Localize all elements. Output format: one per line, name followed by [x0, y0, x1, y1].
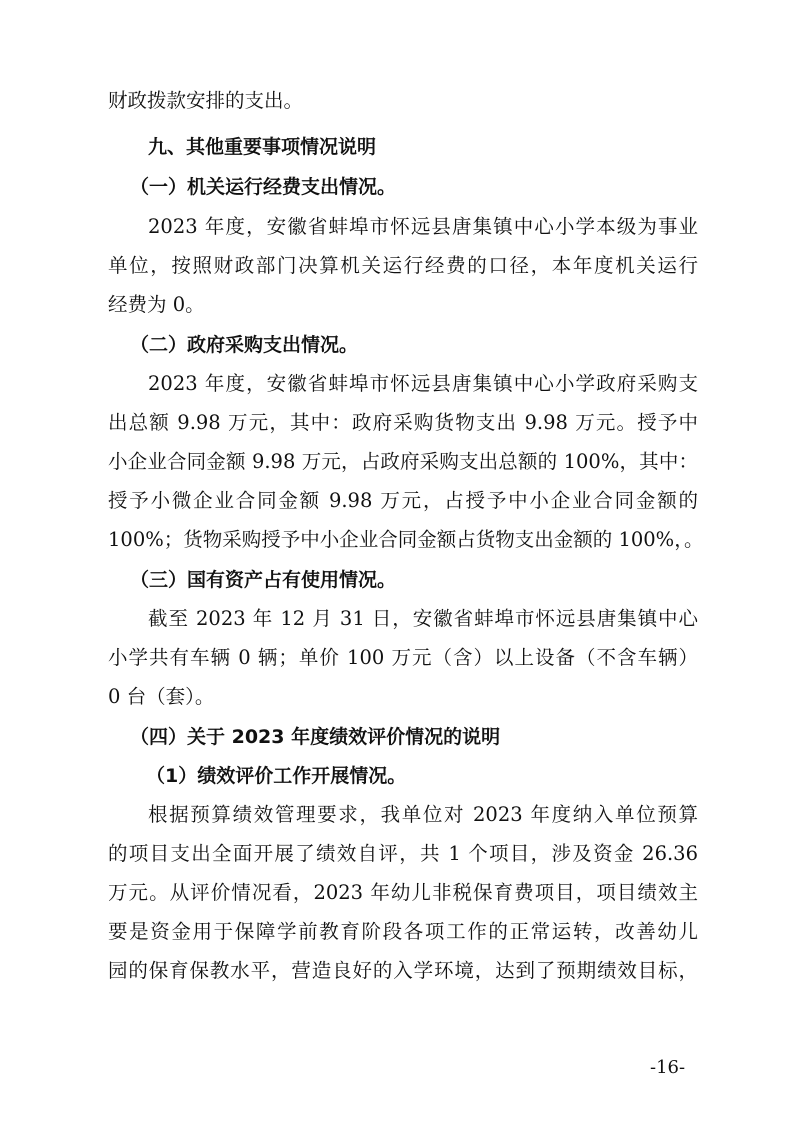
subsection-heading: （三）国有资产占有使用情况。 — [130, 569, 397, 591]
body-text-line: 截至 2023 年 12 月 31 日，安徽省蚌埠市怀远县唐集镇中心 — [148, 607, 698, 630]
page-number: -16- — [650, 1057, 686, 1078]
body-text-line: 单位，按照财政部门决算机关运行经费的口径，本年度机关运行 — [108, 254, 698, 277]
body-text-line: 经费为 0。 — [108, 293, 205, 316]
body-text-line: 0 台（套）。 — [108, 685, 215, 708]
body-text-line: 授予小微企业合同金额 9.98 万元，占授予中小企业合同金额的 — [108, 489, 698, 512]
subsection-heading: （二）政府采购支出情况。 — [130, 334, 359, 356]
subsection-heading: （一）机关运行经费支出情况。 — [130, 176, 397, 198]
body-text-line: 园的保育保教水平，营造良好的入学环境，达到了预期绩效目标， — [108, 959, 698, 982]
body-text-line: 2023 年度，安徽省蚌埠市怀远县唐集镇中心小学本级为事业 — [148, 215, 698, 238]
body-text-line: 万元。从评价情况看，2023 年幼儿非税保育费项目，项目绩效主 — [108, 881, 698, 904]
body-text-line: 要是资金用于保障学前教育阶段各项工作的正常运转，改善幼儿 — [108, 920, 698, 943]
subsection-heading: （1）绩效评价工作开展情况。 — [146, 765, 407, 787]
subsection-heading: （四）关于 2023 年度绩效评价情况的说明 — [130, 726, 501, 748]
body-text-line: 小企业合同金额 9.98 万元，占政府采购支出总额的 100%，其中： — [108, 450, 698, 473]
body-text-line: 根据预算绩效管理要求，我单位对 2023 年度纳入单位预算 — [148, 803, 698, 826]
body-text-line: 的项目支出全面开展了绩效自评，共 1 个项目，涉及资金 26.36 — [108, 842, 698, 865]
body-text-line: 2023 年度，安徽省蚌埠市怀远县唐集镇中心小学政府采购支 — [148, 372, 698, 395]
section-heading: 九、其他重要事项情况说明 — [148, 136, 377, 158]
body-text-line: 财政拨款安排的支出。 — [108, 89, 304, 112]
body-text-line: 小学共有车辆 0 辆；单价 100 万元（含）以上设备（不含车辆） — [108, 646, 698, 669]
body-text-line: 出总额 9.98 万元，其中：政府采购货物支出 9.98 万元。授予中 — [108, 411, 698, 434]
body-text-line: 100%；货物采购授予中小企业合同金额占货物支出金额的 100%，。 — [108, 528, 704, 551]
